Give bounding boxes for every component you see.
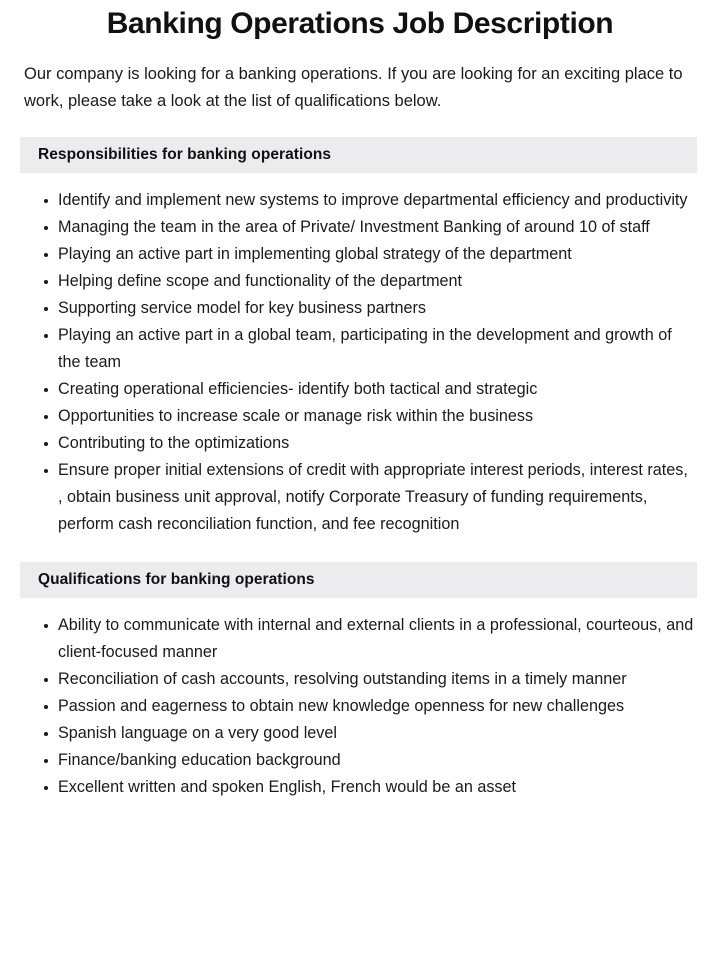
- list-item: Creating operational efficiencies- identify both tactical and strategic: [0, 376, 695, 403]
- list-item: Helping define scope and functionality of the department: [0, 268, 695, 295]
- list-item: Ability to communicate with internal and external clients in a professional, courteous, and client-focused manner: [0, 612, 695, 666]
- responsibilities-list: [0, 187, 720, 538]
- list-item: Playing an active part in a global team, participating in the development and growth of the team: [0, 322, 695, 376]
- section-responsibilities: [0, 137, 720, 538]
- list-item: Opportunities to increase scale or manage risk within the business: [0, 403, 695, 430]
- section-header-qualifications: [20, 562, 697, 598]
- list-item: Passion and eagerness to obtain new knowledge openness for new challenges: [0, 693, 695, 720]
- section-heading-label: Qualifications for banking operations: [38, 571, 315, 588]
- list-item: Excellent written and spoken English, French would be an asset: [0, 774, 695, 801]
- section-qualifications: [0, 562, 720, 801]
- list-item: Managing the team in the area of Private/ Investment Banking of around 10 of staff: [0, 214, 695, 241]
- list-item: Reconciliation of cash accounts, resolving outstanding items in a timely manner: [0, 666, 695, 693]
- qualifications-list: [0, 612, 720, 801]
- list-item: Spanish language on a very good level: [0, 720, 695, 747]
- list-item: Supporting service model for key business partners: [0, 295, 695, 322]
- page-title: Banking Operations Job Description: [106, 7, 614, 40]
- section-header-responsibilities: [20, 137, 697, 173]
- list-item: Finance/banking education background: [0, 747, 695, 774]
- section-heading-label: Responsibilities for banking operations: [38, 146, 332, 163]
- list-item: Contributing to the optimizations: [0, 430, 695, 457]
- intro-paragraph: Our company is looking for a banking operations. If you are looking for an exciting place to work, please take a look at the list of qualifications below.: [24, 65, 683, 110]
- list-item: Identify and implement new systems to improve departmental efficiency and productivity: [0, 187, 695, 214]
- list-item: Playing an active part in implementing global strategy of the department: [0, 241, 695, 268]
- list-item: Ensure proper initial extensions of credit with appropriate interest periods, interest rates, , obtain business unit approval, notify Corporate Treasury of funding requirements, perform cash reconciliation function, and fee recognition: [0, 457, 695, 538]
